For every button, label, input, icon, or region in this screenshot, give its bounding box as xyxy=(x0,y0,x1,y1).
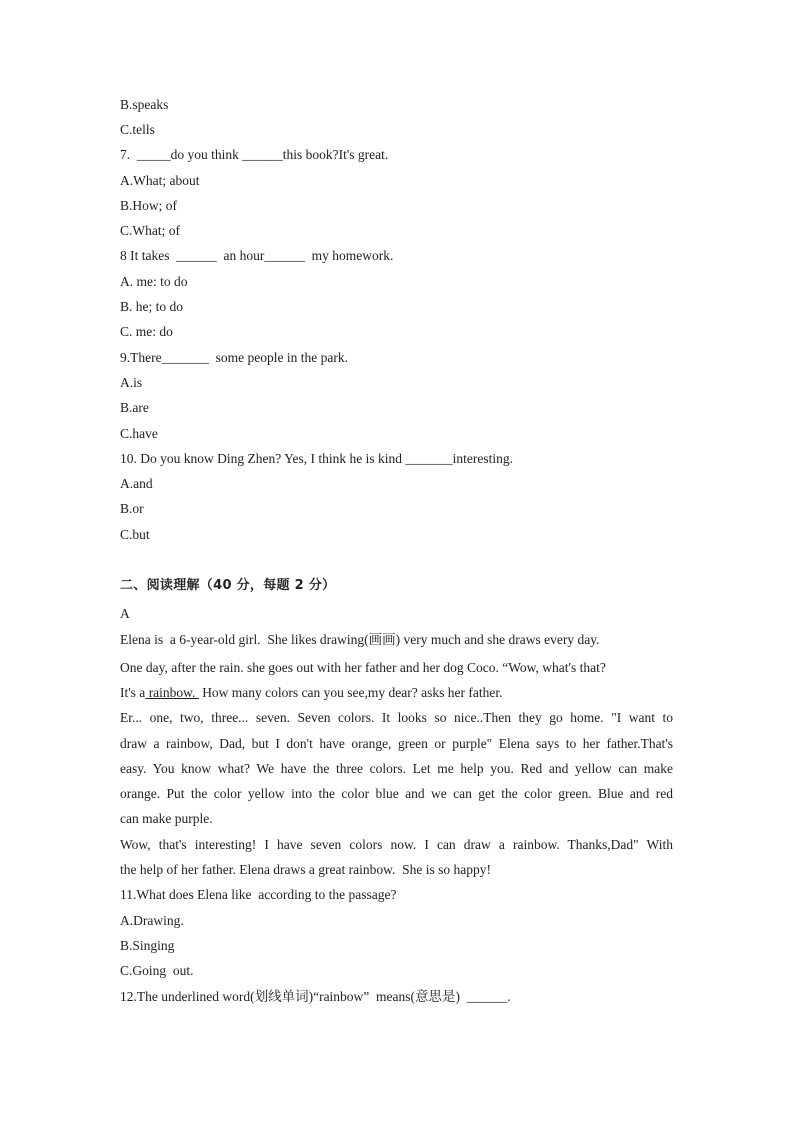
q12-stem: 12.The underlined word(划线单词)“rainbow” means(意思是) ______. xyxy=(120,989,511,1004)
q11-stem: 11.What does Elena like according to the passage? xyxy=(120,887,397,902)
passage-line-10: the help of her father. Elena draws a great rainbow. She is so happy! xyxy=(120,862,491,877)
passage-label: A xyxy=(120,606,130,621)
q8-option-b: B. he; to do xyxy=(120,299,183,314)
q7-option-a: A.What; about xyxy=(120,173,200,188)
underlined-word-rainbow: rainbow. xyxy=(145,685,199,700)
q11-option-c: C.Going out. xyxy=(120,963,194,978)
section-heading: 二、阅读理解（40 分，每题 2 分） xyxy=(120,578,336,593)
q10-stem: 10. Do you know Ding Zhen? Yes, I think he is kind _______interesting. xyxy=(120,451,513,466)
q7-stem: 7. _____do you think ______this book?It's great. xyxy=(120,147,389,162)
q11-option-b: B.Singing xyxy=(120,938,175,953)
passage-line-8: can make purple. xyxy=(120,811,213,826)
passage-line-9: Wow, that's interesting! I have seven colors now. I can draw a rainbow. Thanks,Dad" With xyxy=(120,837,673,852)
q10-option-a: A.and xyxy=(120,476,153,491)
passage-line-3-post: How many colors can you see,my dear? asks her father. xyxy=(198,685,503,700)
passage-line-3 xyxy=(120,685,502,701)
q8-option-c: C. me: do xyxy=(120,324,173,339)
passage-line-2: One day, after the rain. she goes out with her father and her dog Coco. “Wow, what's that? xyxy=(120,660,606,675)
q9-option-c: C.have xyxy=(120,426,158,441)
q11-option-a: A.Drawing. xyxy=(120,913,184,928)
q9-stem: 9.There_______ some people in the park. xyxy=(120,350,348,365)
q8-stem: 8 It takes ______ an hour______ my homework. xyxy=(120,248,394,263)
q10-option-b: B.or xyxy=(120,501,144,516)
q6-option-c: C.tells xyxy=(120,122,155,137)
q10-option-c: C.but xyxy=(120,527,150,542)
passage-line-7: orange. Put the color yellow into the color blue and we can get the color green. Blue and red xyxy=(120,786,673,801)
q9-option-a: A.is xyxy=(120,375,143,390)
passage-line-3-pre: It's a xyxy=(120,685,146,700)
q6-option-b: B.speaks xyxy=(120,97,169,112)
q9-option-b: B.are xyxy=(120,400,149,415)
q7-option-c: C.What; of xyxy=(120,223,180,238)
passage-line-5: draw a rainbow, Dad, but I don't have orange, green or purple" Elena says to her father.That's xyxy=(120,736,673,751)
q8-option-a: A. me: to do xyxy=(120,274,188,289)
passage-line-1: Elena is a 6-year-old girl. She likes drawing(画画) very much and she draws every day. xyxy=(120,632,600,647)
passage-line-4: Er... one, two, three... seven. Seven colors. It looks so nice..Then they go home. "I want to xyxy=(120,710,673,725)
passage-line-6: easy. You know what? We have the three colors. Let me help you. Red and yellow can make xyxy=(120,761,673,776)
q7-option-b: B.How; of xyxy=(120,198,177,213)
